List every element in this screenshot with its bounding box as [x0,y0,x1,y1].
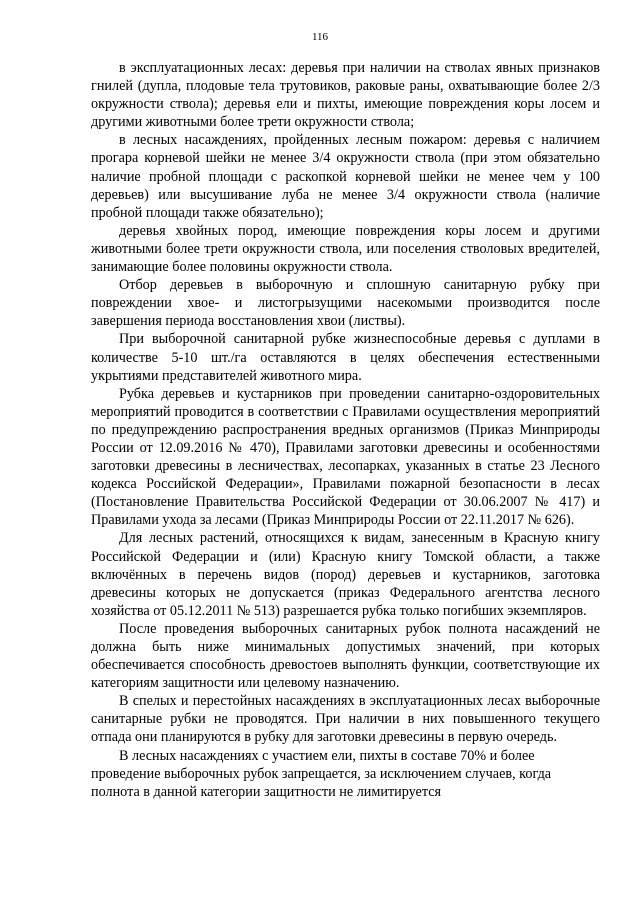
paragraph-7: Для лесных растений, относящихся к видам, занесенным в Красную книгу Российской Федерации и (или) Красную книгу Томской области, а также включённых в перечень видов (пород) деревьев и кустарников, заготовка древесины которых не допускается (приказ Федерального агентства лесного хозяйства от 05.12.2011 № 513) разрешается рубка только погибших экземпляров. [91,530,600,619]
paragraph-1: в эксплуатационных лесах: деревья при наличии на стволах явных признаков гнилей (дупла, плодовые тела трутовиков, раковые раны, охватывающие более 2/3 окружности ствола); деревья ели и пихты, имеющие повреждения коры лосем и другими животными более трети окружности ствола; [91,60,600,131]
paragraph-3: деревья хвойных пород, имеющие повреждения коры лосем и другими животными более трети окружности ствола, или поселения стволовых вредителей, занимающие более половины окружности ствола. [91,222,600,276]
paragraph-4: Отбор деревьев в выборочную и сплошную санитарную рубку при повреждении хвое- и листогрызущими насекомыми производится после завершения периода восстановления хвои (листвы). [91,277,600,330]
paragraph-8: После проведения выборочных санитарных рубок полнота насаждений не должна быть ниже минимальных допустимых значений, при которых обеспечивается способность древостоев выполнять функции, соответствующие их категориям защитности или целевому назначению. [91,620,600,692]
page-number: 116 [311,31,329,43]
body-text [91,59,600,801]
paragraph-2: в лесных насаждениях, пройденных лесным пожаром: деревья с наличием прогара корневой шейки не менее 3/4 окружности ствола (при этом обязательно наличие пробной площади с раскопкой корневой шейки не менее чем у 100 деревьев) или высушивание луба не менее 3/4 окружности ствола (наличие пробной площади также обязательно); [91,132,600,221]
paragraph-6: Рубка деревьев и кустарников при проведении санитарно-оздоровительных мероприятий проводится в соответствии с Правилами осуществления мероприятий по предупреждению распространения вредных организмов (Приказ Минприроды России от 12.09.2016 № 470), Правилами заготовки древесины и особенностями заготовки древесины в лесничествах, лесопарках, указанных в статье 23 Лесного кодекса Российской Федерации», Правилами пожарной безопасности в лесах (Постановление Правительства Российской Федерации от 30.06.2007 № 417) и Правилами ухода за лесами (Приказ Минприроды России от 22.11.2017 № 626). [91,385,600,529]
paragraph-5: При выборочной санитарной рубке жизнеспособные деревья с дуплами в количестве 5-10 шт./га оставляются в целях обеспечения естественными укрытиями представителей животного мира. [91,331,600,384]
paragraph-10: В лесных насаждениях с участием ели, пихты в составе 70% и более проведение выборочных рубок запрещается, за исключением случаев, когда полнота в данной категории защитности не лимитируется [91,747,552,800]
paragraph-9: В спелых и перестойных насаждениях в эксплуатационных лесах выборочные санитарные рубки не проводятся. При наличии в них повышенного текущего отпада они планируются в рубку для заготовки древесины в первую очередь. [91,693,600,746]
